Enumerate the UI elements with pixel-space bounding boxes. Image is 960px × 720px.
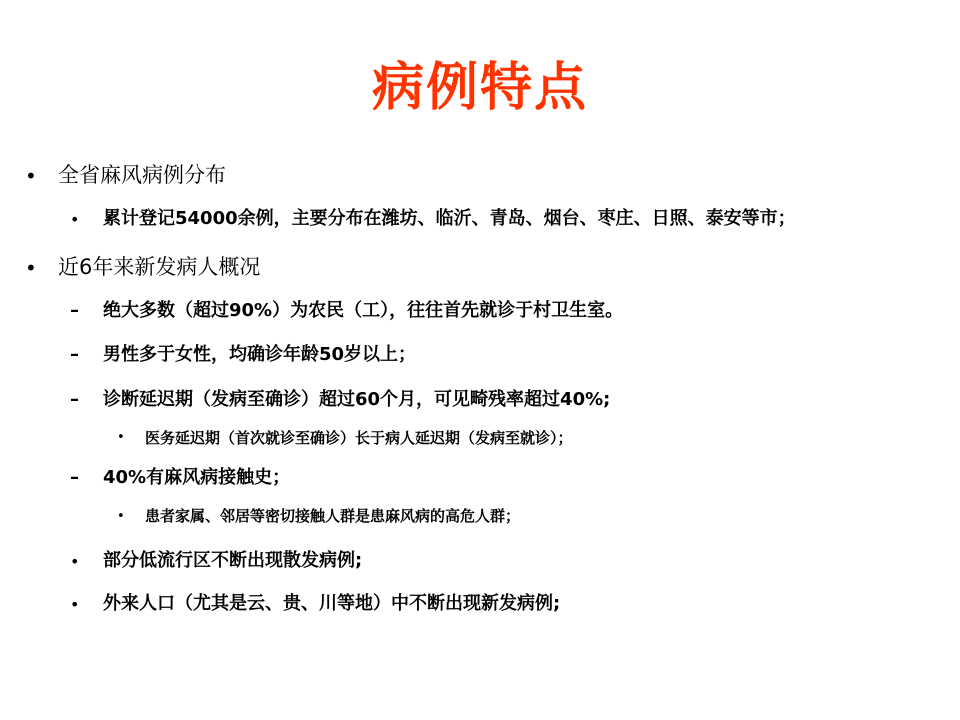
bullet-marker: • xyxy=(25,164,37,188)
bullet-marker: • xyxy=(70,552,80,571)
dash-marker: – xyxy=(70,344,79,365)
slide-title: 病例特点 xyxy=(371,58,588,118)
bullet-text: 患者家属、邻居等密切接触人群是患麻风病的高危人群； xyxy=(145,507,521,525)
bullet-text: 男性多于女性，均确诊年龄50岁以上； xyxy=(103,344,417,365)
bullet-text: 全省麻风病例分布 xyxy=(58,163,226,187)
bullet-marker: • xyxy=(70,595,80,614)
dash-marker: – xyxy=(70,300,79,321)
bullet-marker: • xyxy=(117,509,125,524)
bullet-marker: • xyxy=(25,256,37,280)
dash-marker: – xyxy=(70,467,79,488)
bullet-text: 诊断延迟期（发病至确诊）超过60个月，可见畸残率超过40%; xyxy=(103,389,611,410)
dash-marker: – xyxy=(70,389,79,410)
bullet-text: 外来人口（尤其是云、贵、川等地）中不断出现新发病例; xyxy=(103,593,561,614)
bullet-marker: • xyxy=(70,210,80,229)
bullet-text: 累计登记54000余例，主要分布在潍坊、临沂、青岛、烟台、枣庄、日照、泰安等市； xyxy=(103,208,796,229)
bullet-text: 近6年来新发病人概况 xyxy=(58,255,261,279)
bullet-marker: • xyxy=(117,430,125,445)
bullet-text: 部分低流行区不断出现散发病例; xyxy=(103,550,363,571)
bullet-text: 医务延迟期（首次就诊至确诊）长于病人延迟期（发病至就诊）； xyxy=(145,429,573,447)
bullet-text: 绝大多数（超过90%）为农民（工），往往首先就诊于村卫生室。 xyxy=(103,300,624,321)
bullet-text: 40%有麻风病接触史； xyxy=(103,467,291,488)
